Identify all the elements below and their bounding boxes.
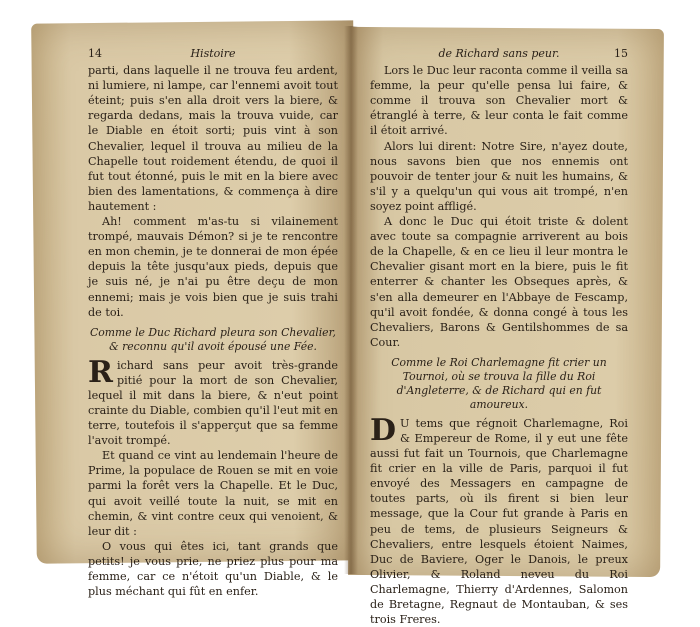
running-head: de Richard sans peur. [438, 47, 560, 60]
paragraph: Ah! comment m'as-tu si vilainement trompé, mauvais Démon? si je te rencontre en mon chemin, je te donnerai de mon épée depuis la tête jusqu'aux pieds, depuis que je suis né, je n'ai pu être deçu de mon ennemi; mais je vois bien que je suis trahi de toi. [88, 215, 338, 319]
paragraph: Alors lui dirent: Notre Sire, n'ayez doute, nous savons bien que nos ennemis ont pouvoir de tenter jour & nuit les humains, & s'il y a quelqu'un qui vous ait trompé, n'en soyez point affligé. [370, 139, 628, 213]
paragraph: Et quand ce vint au lendemain l'heure de Prime, la populace de Rouen se mit en voie parmi la forêt vers la Chapelle. Et le Duc, qui avoit veillé toute la nuit, se mit en chemin, & vint contre ceux qui venoient, & leur dit : [88, 449, 338, 538]
left-page-text [88, 46, 338, 599]
chapter-heading: Comme le Roi Charlemagne fit crier un Tournoi, où se trouva la fille du Roi d'Angleterre, & de Richard qui en fut amoureux. [391, 355, 607, 411]
right-page-header [370, 46, 628, 61]
page-number: 14 [88, 47, 102, 60]
paragraph: A donc le Duc qui étoit triste & dolent avec toute sa compagnie arriverent au bois de la Chapelle, & en ce lieu il leur montra le Chevalier gisant mort en la biere, puis le fit enterrer & chanter les Obseques après, & s'en alla demeurer en l'Abbaye de Fescamp, qu'il avoit fondée, & donna congé à tous les Chevaliers, Barons & Gentilshommes de sa Cour. [370, 215, 628, 349]
paragraph: D U tems que régnoit Charlemagne, Roi & Empereur de Rome, il y eut une fête aussi fut fait un Tournois, que Charlemagne fit crier en la ville de Paris, parquoi il fut envoyé des Messagers en campagne de toutes parts, où ils firent si bien leur message, que la Cour fut grande à Paris en peu de tems, de plusieurs Seigneurs & Chevaliers, entre lesquels étoient Naimes, Duc de Baviere, Oger le Danois, le preux Olivier, & Roland neveu du Roi Charlemagne, Thierry d'Ardennes, Salomon de Bretagne, Regnaut de Montauban, & ses trois Freres. [370, 412, 628, 627]
drop-cap: R [88, 354, 113, 390]
running-head: Histoire [190, 47, 236, 60]
paragraph: Richard sans peur avoit très-grande pitié pour la mort de son Chevalier, lequel il mit dans la biere, & n'eut point crainte du Diable, combien qu'il l'eut mit en terre, toutefois il s'apperçut que sa femme l'avoit trompé. [88, 354, 338, 448]
book-gutter [344, 26, 358, 574]
drop-cap: D [370, 412, 397, 448]
paragraph: parti, dans laquelle il ne trouva feu ardent, ni lumiere, ni lampe, car l'ennemi avoit tout éteint; puis s'en alla droit vers la biere, & regarda dedans, mais la trouva vuide, car le Diable en étoit sorti; puis vint à son Chevalier, lequel il trouva au milieu de la Chapelle tout roidement étendu, de quoi il fut tout étonné, puis le mit en la biere avec bien des lamentations, & commença à dire hautement : [88, 64, 338, 213]
paragraph: O vous qui êtes ici, tant grands que petits! je vous prie, ne priez plus pour ma femme, car ce n'étoit qu'un Diable, & le plus méchant qui fût en enfer. [88, 539, 338, 599]
paragraph: Lors le Duc leur raconta comme il veilla sa femme, la peur qu'elle pensa lui faire, & comme il trouva son Chevalier mort & étranglé à terre, & leur conta le fait comme il étoit arrivé. [370, 64, 628, 138]
left-page-header [88, 46, 338, 61]
page-number: 15 [614, 47, 628, 60]
right-page-text [370, 46, 628, 627]
chapter-heading: Comme le Duc Richard pleura son Chevalier, & reconnu qu'il avoit épousé une Fée. [90, 325, 336, 353]
